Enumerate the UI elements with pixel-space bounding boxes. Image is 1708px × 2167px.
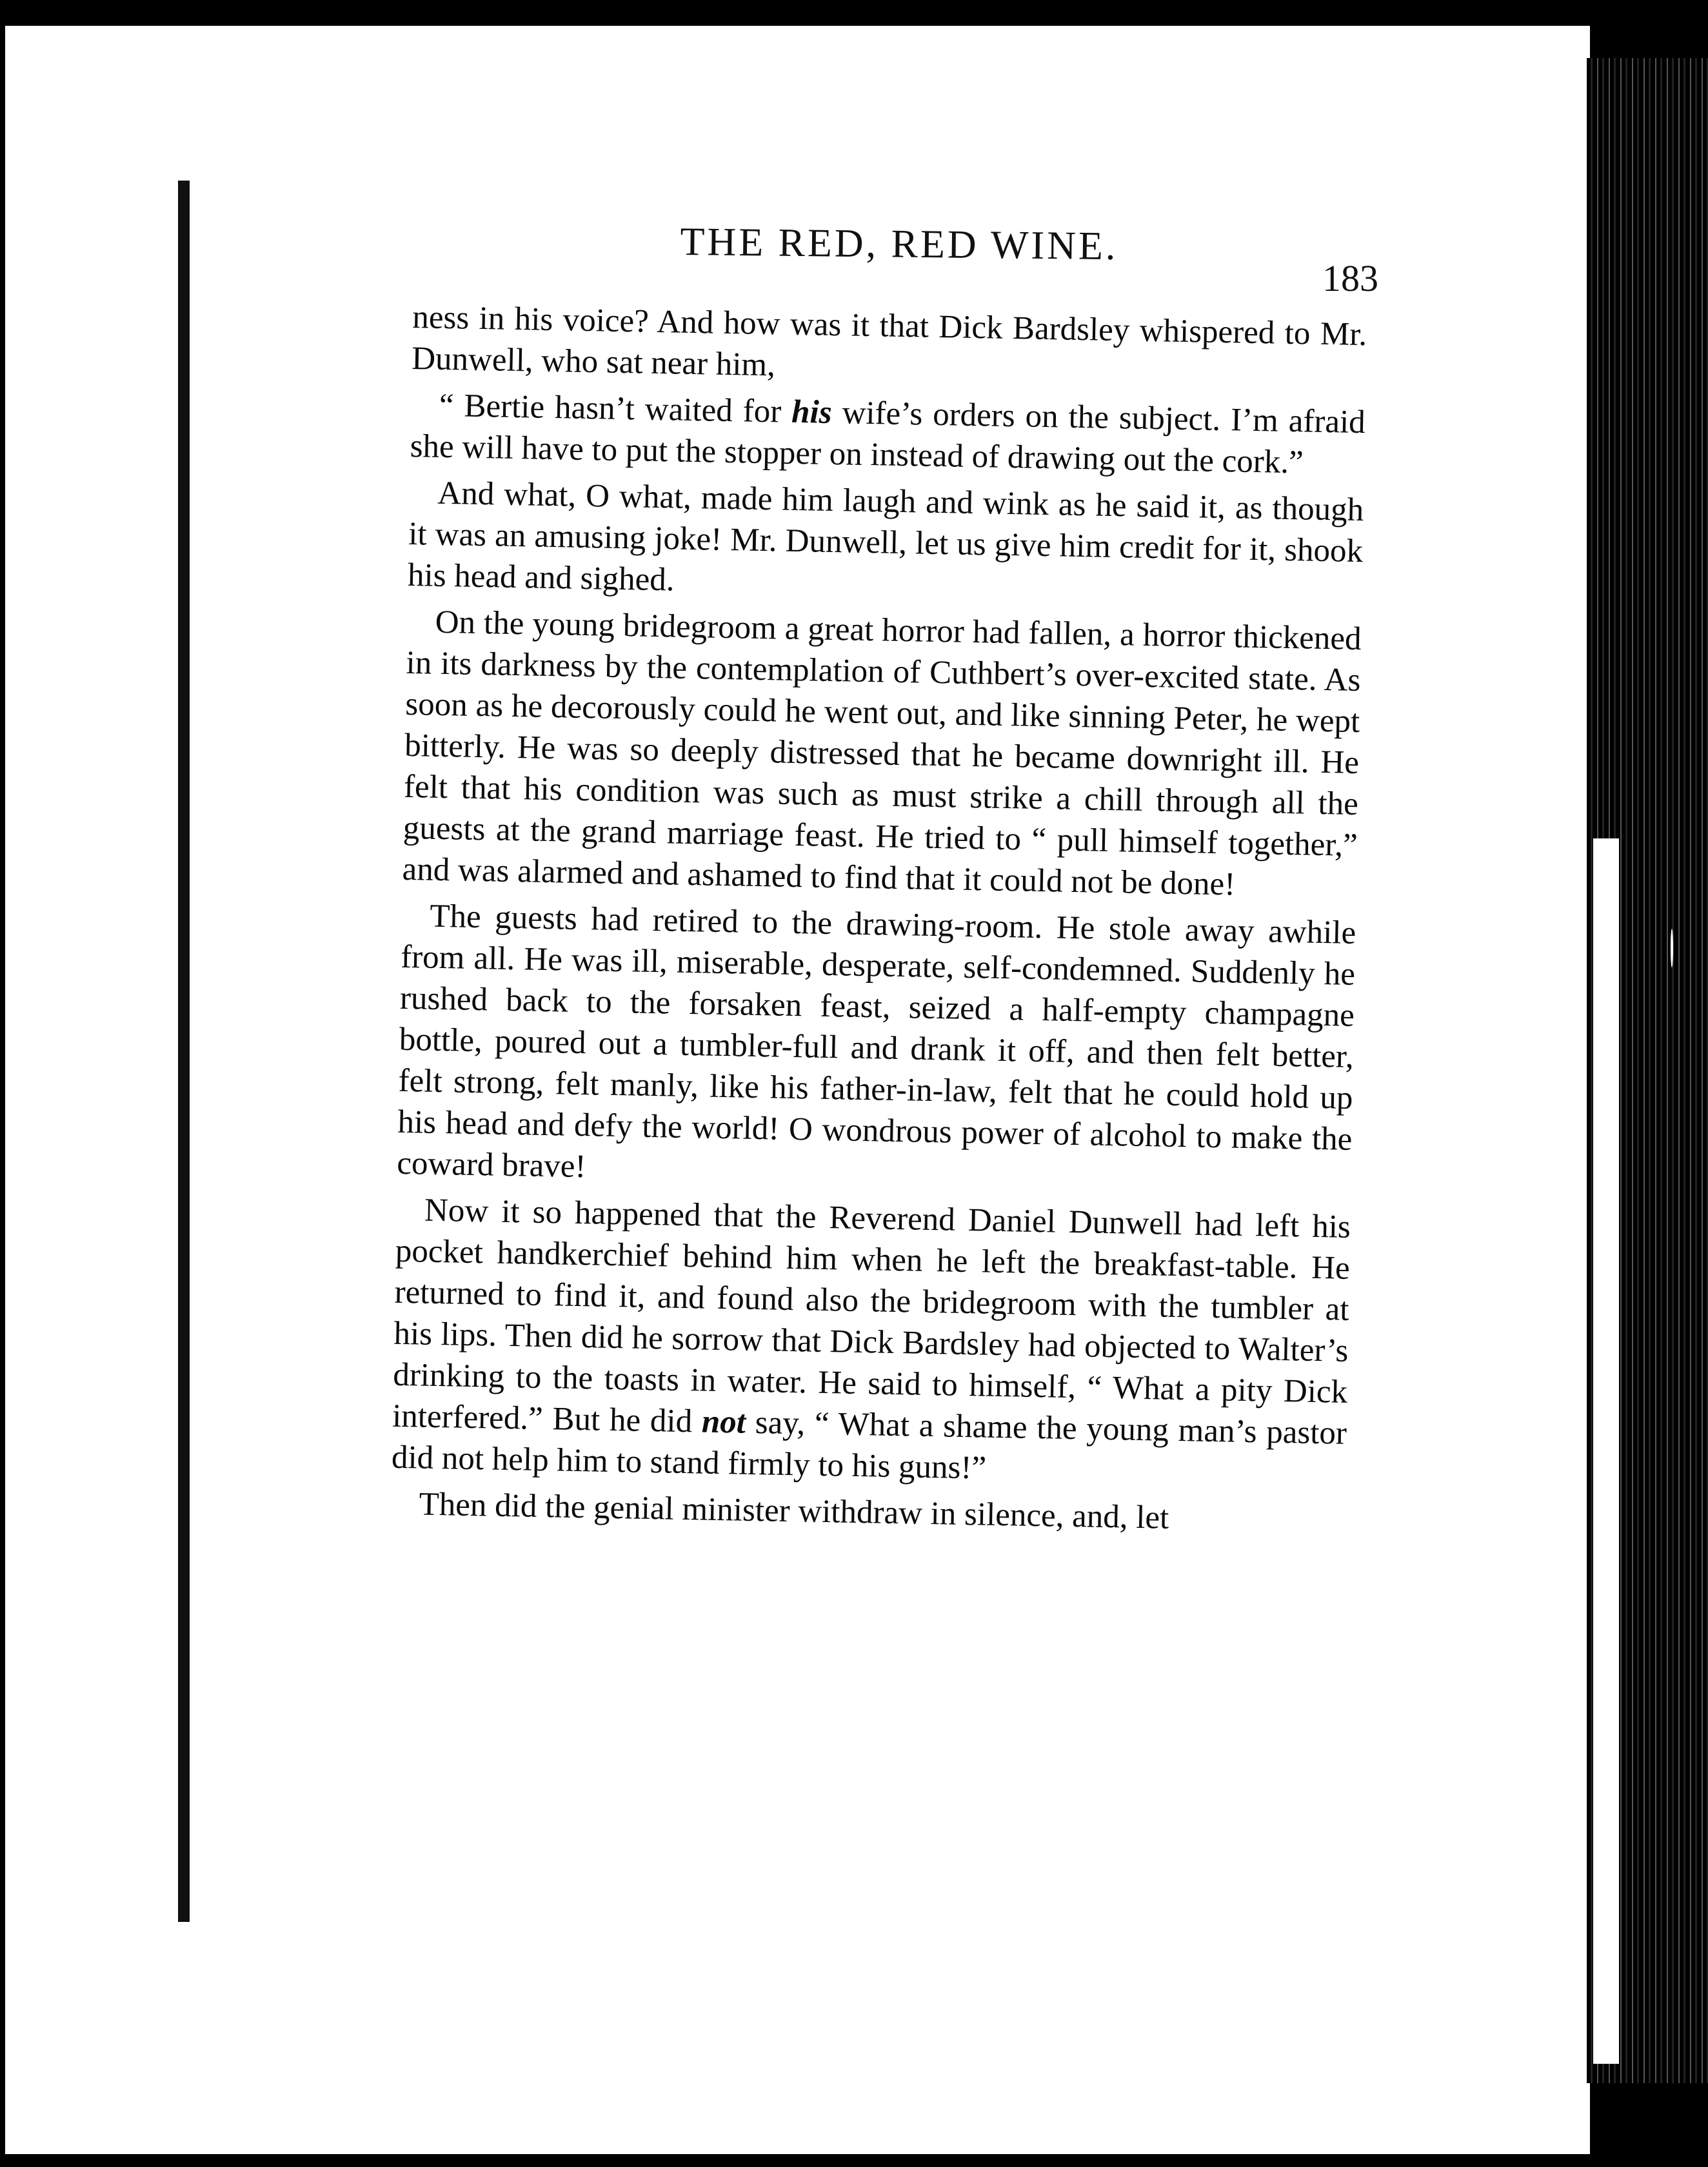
emphasis-text: his: [791, 393, 833, 431]
body-text: [390, 297, 1367, 1547]
paragraph-text: ness in his voice? And how was it that Dick Bardsley whispered to Mr. Dunwell, who sat near him,: [411, 299, 1367, 384]
paragraph-text: say, “ What a shame the young man’s pastor did not help him to stand firmly to his guns!”: [391, 1404, 1347, 1487]
paragraph-text: wife’s orders on the subject. I’m afraid she will have to put the stopper on instead of drawing out the cork.”: [410, 394, 1366, 481]
paragraph-text: On the young bridegroom a great horror had fallen, a horror thickened in its darkness by the contemplation of Cuthbert’s over-excited state. As soon as he decorously could he went out, and like sinning Peter, he wept bitterly. He was so deeply distressed that he became downright ill. He felt that his condition was such as must strike a chill through all the guests at the grand marriage feast. He tried to “ pull himself together,” and was alarmed and ashamed to find that it could not be done!: [402, 604, 1362, 903]
page-number: 183: [1322, 257, 1378, 299]
paragraph: [412, 297, 1367, 397]
emphasis-text: not: [701, 1403, 746, 1441]
paragraph-text: “ Bertie hasn’t waited for: [439, 387, 792, 430]
facing-page-edge: [5, 26, 199, 2154]
running-head: THE RED, RED WINE.: [680, 219, 1118, 269]
binding-mark-icon: ✢: [1087, 27, 1111, 60]
paragraph: [410, 384, 1365, 484]
paragraph: [402, 601, 1362, 907]
paragraph-text: Then did the genial minister withdraw in silence, and, let: [419, 1486, 1169, 1536]
paragraph: [407, 472, 1364, 613]
paragraph: [397, 895, 1356, 1202]
page-gutter-shadow: [178, 181, 190, 1922]
margin-speck: [1671, 929, 1673, 967]
margin-speck: [84, 2128, 89, 2133]
book-edge-highlight: [1593, 838, 1619, 2064]
paragraph-text: And what, O what, made him laugh and wink as he said it, as though it was an amusing joke! Mr. Dunwell, let us give him credit for it, shook his head and sighed.: [407, 475, 1364, 599]
paragraph-text: The guests had retired to the drawing-room. He stole away awhile from all. He was ill, miserable, desperate, self-condemned. Suddenly he rushed back to the forsaken feast, seized a half-empty champagne bottle, poured out a tumbler-full and drank it off, and then felt better, felt strong, felt manly, like his father-in-law, felt that he could hold up his head and defy the world! O wondrous power of alcohol to make the coward brave!: [396, 898, 1356, 1185]
paragraph: [391, 1189, 1351, 1496]
paragraph-text: Now it so happened that the Reverend Daniel Dunwell had left his pocket handkerchief behind him when he left the breakfast-table. He returned to find it, and found also the bridegroom with the tumbler at his lips. Then did he sorrow that Dick Bardsley had objected to Walter’s drinking to the toasts in water. He said to himself, “ What a pity Dick interfered.” But he did: [392, 1192, 1351, 1440]
margin-speck: [1406, 39, 1410, 53]
